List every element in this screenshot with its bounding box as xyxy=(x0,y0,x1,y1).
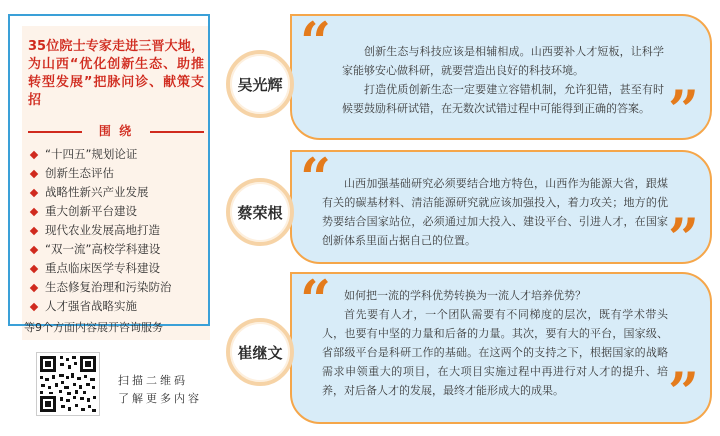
expert-quote-text xyxy=(322,174,668,250)
expert-name-badge: 崔继文 xyxy=(226,318,294,386)
list-item xyxy=(28,164,208,183)
list-item xyxy=(28,259,208,278)
topic-text: 人才强省战略实施 xyxy=(45,299,137,313)
topic-text: 现代农业发展高地打造 xyxy=(45,223,160,237)
expert-quote-text xyxy=(342,42,664,118)
quote-paragraph: 如何把一流的学科优势转换为一流人才培养优势？ xyxy=(344,289,586,302)
diamond-bullet-icon xyxy=(30,226,38,234)
close-quote-icon: ” xyxy=(668,78,700,142)
list-item xyxy=(28,278,208,297)
quote-paragraph: 首先要有人才，一个团队需要有不同梯度的层次，既有学术带头人，也要有中坚的力量和后备的力量。其次，要有大的平台，国家级、省部级平台是科研工作的基础。在这两个的支持之下，根据国家的战略需求申领重大的项目，在大项目实施过程中再进行对人才的提升、培养，对后备人才的发展，最终才能形成大的成果。 xyxy=(322,308,668,397)
expert-name-badge: 蔡荣根 xyxy=(226,178,294,246)
topic-text: 重大创新平台建设 xyxy=(45,204,137,218)
headline: 35位院士专家走进三晋大地，为山西“优化创新生态、助推转型发展”把脉问诊、献策支招 xyxy=(28,39,204,108)
expert-quote-text xyxy=(322,286,668,400)
section-divider xyxy=(28,123,204,139)
divider-line-left xyxy=(28,131,82,133)
close-quote-icon: ” xyxy=(668,360,700,424)
scan-hint-line-1: 扫描二维码 xyxy=(118,374,188,387)
scan-hint xyxy=(118,372,214,408)
topic-list xyxy=(28,145,208,316)
quote-paragraph: 山西加强基础研究必须要结合地方特色，山西作为能源大省，跟煤有关的碳基材料、清洁能源研究就应该加强投入，着力攻关；地方的优势要结合国家站位，必须通过加大投入、建设平台、引进人才，在国家创新体系里面占据自己的位置。 xyxy=(322,177,668,247)
list-item xyxy=(28,183,208,202)
list-item xyxy=(28,240,208,259)
section-label: 围 绕 xyxy=(98,124,134,138)
summary-text: 等9个方面内容展开咨询服务 xyxy=(24,321,163,334)
topic-text: 生态修复治理和污染防治 xyxy=(45,280,172,294)
diamond-bullet-icon xyxy=(30,302,38,310)
topic-text: 创新生态评估 xyxy=(45,166,114,180)
topic-text: 重点临床医学专科建设 xyxy=(45,261,160,275)
topic-text: “十四五”规划论证 xyxy=(45,147,138,161)
close-quote-icon: ” xyxy=(668,206,700,270)
expert-name-badge: 吴光辉 xyxy=(226,50,294,118)
topic-text: 战略性新兴产业发展 xyxy=(45,185,149,199)
diamond-bullet-icon xyxy=(30,283,38,291)
topic-text: “双一流”高校学科建设 xyxy=(45,242,161,256)
diamond-bullet-icon xyxy=(30,207,38,215)
quote-paragraph: 打造优质创新生态一定要建立容错机制，允许犯错，甚至有时候要鼓励科研试错，在无数次试错过程中可能得到正确的答案。 xyxy=(342,83,664,115)
list-item xyxy=(28,145,208,164)
open-quote-icon: “ xyxy=(300,10,332,74)
open-quote-icon: “ xyxy=(300,146,332,210)
diamond-bullet-icon xyxy=(30,169,38,177)
list-item xyxy=(28,202,208,221)
quote-paragraph: 创新生态与科技应该是相辅相成。山西要补人才短板，让科学家能够安心做科研，就要营造出良好的科技环境。 xyxy=(342,45,664,77)
list-item xyxy=(28,221,208,240)
diamond-bullet-icon xyxy=(30,150,38,158)
divider-line-right xyxy=(150,131,204,133)
diamond-bullet-icon xyxy=(30,188,38,196)
diamond-bullet-icon xyxy=(30,264,38,272)
list-item xyxy=(28,297,208,316)
scan-hint-line-2: 了解更多内容 xyxy=(118,392,202,405)
diamond-bullet-icon xyxy=(30,245,38,253)
open-quote-icon: “ xyxy=(300,268,332,332)
qr-code-icon[interactable] xyxy=(36,352,100,416)
